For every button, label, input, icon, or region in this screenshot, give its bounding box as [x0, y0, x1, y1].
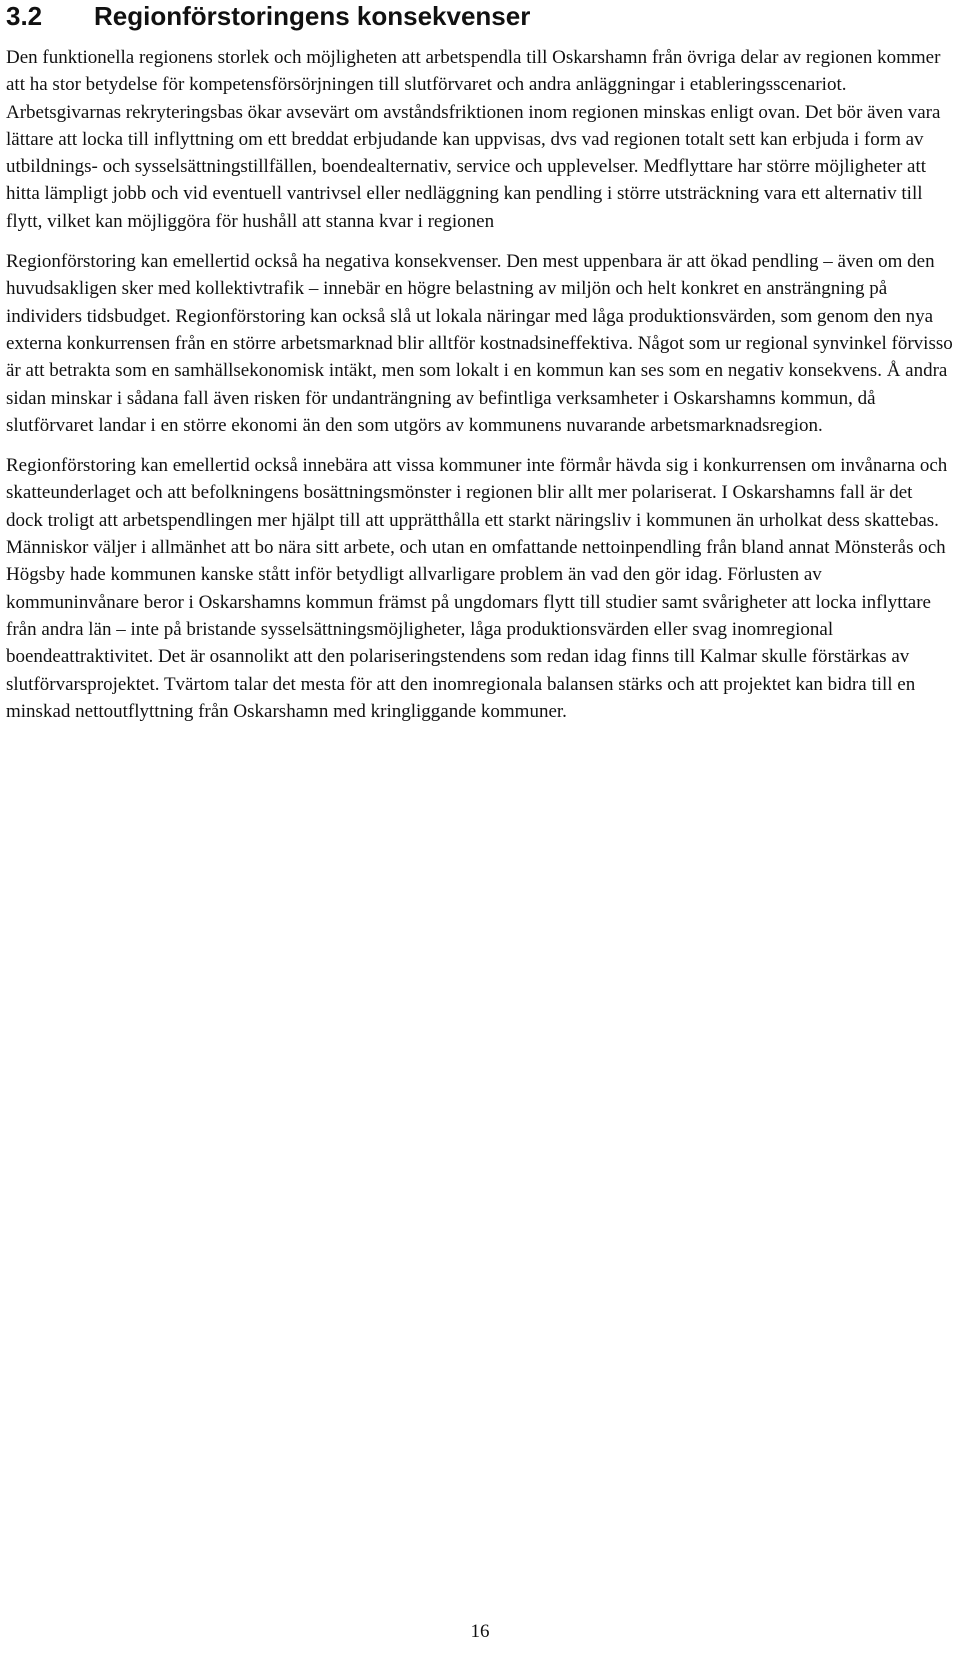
- body-paragraph: Regionförstoring kan emellertid också innebära att vissa kommuner inte förmår hävda sig i konkurrensen om invånarna och skatteunderlaget och att befolkningens bosättningsmönster i regionen blir allt mer polariserat. I Oskarshamns fall är det dock troligt att arbetspendlingen mer hjälpt till att upprätthålla ett starkt näringsliv i kommunen än urholkat dess skattebas. Människor väljer i allmänhet att bo nära sitt arbete, och utan en omfattande nettoinpendling från bland annat Mönsterås och Högsby hade kommunen kanske stått inför betydligt allvarligare problem än vad den gör idag. Förlusten av kommuninvånare beror i Oskarshamns kommun främst på ungdomars flytt till studier samt svårigheter att locka inflyttare från andra län – inte på bristande sysselsättningsmöjligheter, låga produktionsvärden eller svag inomregional boendeattraktivitet. Det är osannolikt att den polariseringstendens som redan idag finns till Kalmar skulle förstärkas av slutförvarsprojektet. Tvärtom talar det mesta för att den inomregionala balansen stärks och att projektet kan bidra till en minskad nettoutflyttning från Oskarshamn med kringliggande kommuner.: [6, 455, 948, 722]
- section-heading: [6, 0, 954, 32]
- section-title: Regionförstoringens konsekvenser: [94, 1, 531, 31]
- body-paragraph: Regionförstoring kan emellertid också ha negativa konsekvenser. Den mest uppenbara är att ökad pendling – även om den huvudsakligen sker med kollektivtrafik – innebär en högre belastning av miljön och helt konkret en ansträngning på individers tidsbudget. Regionförstoring kan också slå ut lokala näringar med låga produktionsvärden, som genom den nya externa konkurrensen från en större arbetsmarknad blir alltför kostnadsineffektiva. Något som ur regional synvinkel förvisso är att betrakta som en samhällsekonomisk intäkt, men som lokalt i en kommun kan ses som en negativ konsekvens. Å andra sidan minskar i sådana fall även risken för undanträngning av befintliga verksamheter i Oskarshamns kommun, då slutförvaret landar i en större ekonomi än den som utgörs av kommunens nuvarande arbetsmarknadsregion.: [6, 251, 953, 436]
- section-number: 3.2: [6, 1, 43, 31]
- body-paragraph: Den funktionella regionens storlek och möjligheten att arbetspendla till Oskarshamn från övriga delar av regionen kommer att ha stor betydelse för kompetensförsörjningen till slutförvaret och andra anläggningar i etableringsscenariot. Arbetsgivarnas rekryteringsbas ökar avsevärt om avståndsfriktionen inom regionen minskas enligt ovan. Det bör även vara lättare att locka till inflyttning om ett breddat erbjudande kan uppvisas, dvs vad regionen totalt sett kan erbjuda i form av utbildnings- och sysselsättningstillfällen, boendealternativ, service och upplevelser. Medflyttare har större möjligheter att hitta lämpligt jobb och vid eventuell vantrivsel eller nedläggning kan pendling i större utsträckning vara ett alternativ till flytt, vilket kan möjliggöra för hushåll att stanna kvar i regionen: [6, 47, 941, 232]
- page-number: 16: [470, 1621, 490, 1642]
- document-page: [6, 0, 954, 725]
